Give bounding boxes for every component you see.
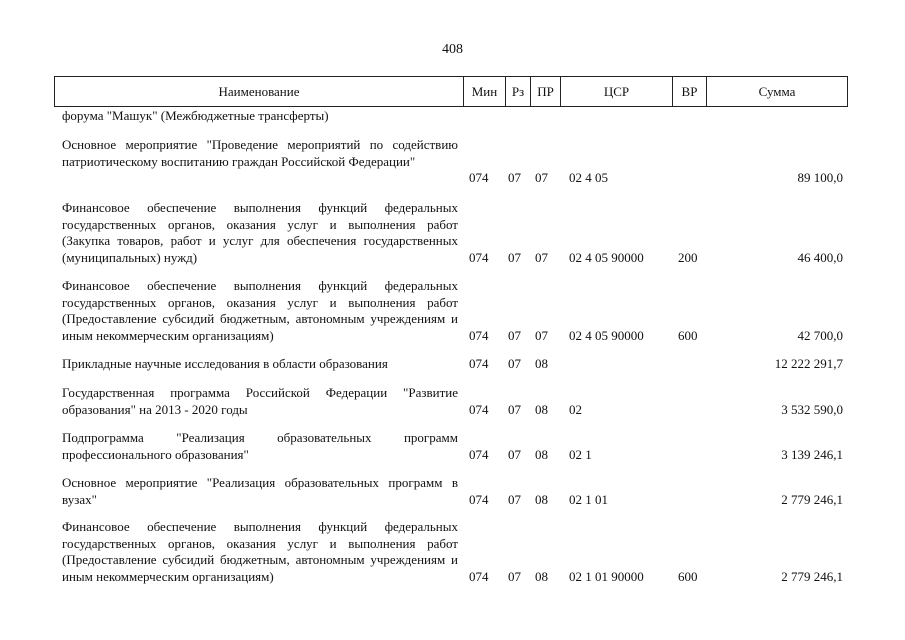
row-pr: 08 [535,491,548,507]
row-sum: 12 222 291,7 [774,356,843,371]
row-csr: 02 4 05 90000 [569,249,644,265]
header-name: Наименование [55,77,464,106]
continuation-text: форума "Машук" (Межбюджетные трансферты) [62,108,329,123]
row-sum: 2 779 246,1 [781,568,843,584]
row-min: 074 [469,249,489,265]
row-rz: 07 [508,401,521,417]
page-number: 408 [442,42,463,57]
row-pr: 07 [535,170,548,185]
row-name: Основное мероприятие "Реализация образовательных программ в вузах" [62,475,458,507]
row-rz: 07 [508,170,521,185]
row-name: Финансовое обеспечение выполнения функций федеральных государственных органов, оказания услуг и выполнения работ (Предоставление субсидий бюджетным, автономным учреждениям и иным некоммерческим организациям) [62,278,458,343]
header-rz: Рз [506,77,531,106]
row-min: 074 [469,568,489,584]
row-pr: 08 [535,401,548,417]
row-min: 074 [469,170,489,185]
row-pr: 08 [535,356,548,371]
row-csr: 02 4 05 90000 [569,327,644,343]
row-csr: 02 1 01 90000 [569,568,644,584]
row-pr: 07 [535,327,548,343]
row-sum: 3 139 246,1 [781,446,843,462]
row-rz: 07 [508,568,521,584]
header-vr: ВР [673,77,707,106]
row-rz: 07 [508,327,521,343]
row-name: Прикладные научные исследования в области образования [62,356,388,371]
row-vr: 200 [678,249,698,265]
header-min: Мин [464,77,506,106]
row-csr: 02 1 [569,446,592,462]
row-name: Государственная программа Российской Федерации "Развитие образования" на 2013 - 2020 годы [62,385,458,417]
row-name: Основное мероприятие "Проведение мероприятий по содействию патриотическому воспитанию граждан Российской Федерации" [62,137,458,169]
row-sum: 2 779 246,1 [781,491,843,507]
row-min: 074 [469,356,489,371]
row-min: 074 [469,327,489,343]
header-sum: Сумма [758,84,796,99]
row-min: 074 [469,491,489,507]
row-rz: 07 [508,249,521,265]
row-name: Финансовое обеспечение выполнения функций федеральных государственных органов, оказания услуг и выполнения работ (Закупка товаров, работ и услуг для обеспечения государственных (муниципальных) нужд) [62,200,458,265]
row-name: Подпрограмма "Реализация образовательных программ профессионального образования" [62,430,458,462]
row-name: Финансовое обеспечение выполнения функций федеральных государственных органов, оказания услуг и выполнения работ (Предоставление субсидий бюджетным, автономным учреждениям и иным некоммерческим организациям) [62,519,458,584]
row-sum: 46 400,0 [797,249,843,265]
row-vr: 600 [678,568,698,584]
row-min: 074 [469,401,489,417]
header-csr: ЦСР [561,77,673,106]
row-rz: 07 [508,446,521,462]
row-pr: 08 [535,446,548,462]
row-sum: 89 100,0 [797,170,843,185]
row-csr: 02 4 05 [569,170,608,185]
table-header [54,76,848,107]
header-pr: ПР [531,77,561,106]
row-pr: 07 [535,249,548,265]
row-vr: 600 [678,327,698,343]
row-sum: 3 532 590,0 [781,401,843,417]
row-rz: 07 [508,356,521,371]
row-csr: 02 [569,401,582,417]
row-min: 074 [469,446,489,462]
row-sum: 42 700,0 [797,327,843,343]
row-pr: 08 [535,568,548,584]
row-csr: 02 1 01 [569,491,608,507]
row-rz: 07 [508,491,521,507]
